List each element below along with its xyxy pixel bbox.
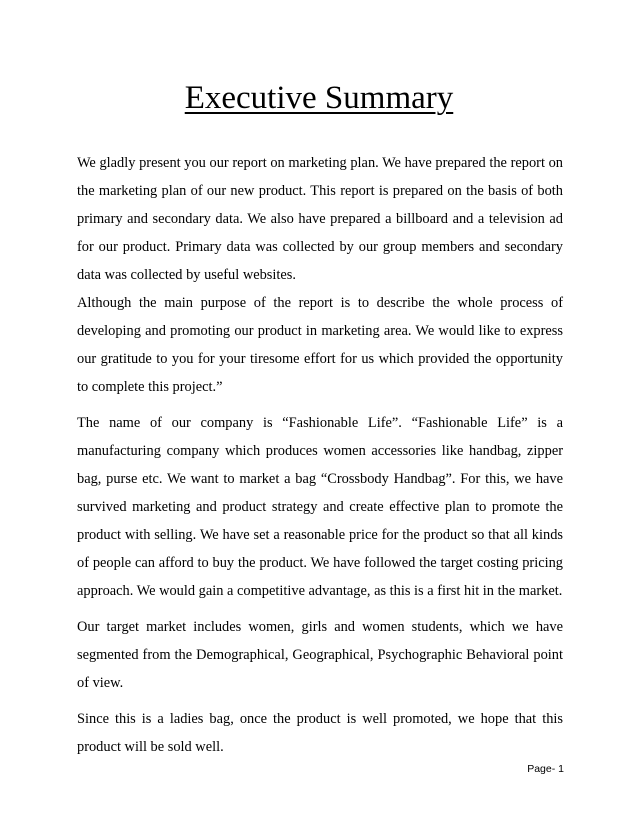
paragraph-purpose: Although the main purpose of the report is to describe the whole process of developing and promoting our product in marketing area. We would like to express our gratitude to you for your tiresome effort for us which provided the opportunity to complete this project.” [77,295,563,395]
paragraph-target-market: Our target market includes women, girls and women students, which we have segmented from the Demographical, Geographical, Psychographic Behavioral point of view. [77,619,563,691]
page-title [0,78,638,118]
paragraph-conclusion: Since this is a ladies bag, once the product is well promoted, we hope that this product will be sold well. [77,711,563,755]
page-title-text: Executive Summary [184,80,454,116]
page-number: Page- 1 [527,763,564,775]
paragraph-intro: We gladly present you our report on marketing plan. We have prepared the report on the marketing plan of our new product. This report is prepared on the basis of both primary and secondary data. We also have prepared a billboard and a television ad for our product. Primary data was collected by our group members and secondary data was collected by useful websites. [77,155,563,283]
document-body [77,149,563,761]
paragraph-company: The name of our company is “Fashionable Life”. “Fashionable Life” is a manufacturing company which produces women accessories like handbag, zipper bag, purse etc. We want to market a bag “Crossbody Handbag”. For this, we have survived marketing and product strategy and create effective plan to promote the product with selling. We have set a reasonable price for the product so that all kinds of people can afford to buy the product. We have followed the target costing pricing approach. We would gain a competitive advantage, as this is a first hit in the market. [77,415,563,599]
